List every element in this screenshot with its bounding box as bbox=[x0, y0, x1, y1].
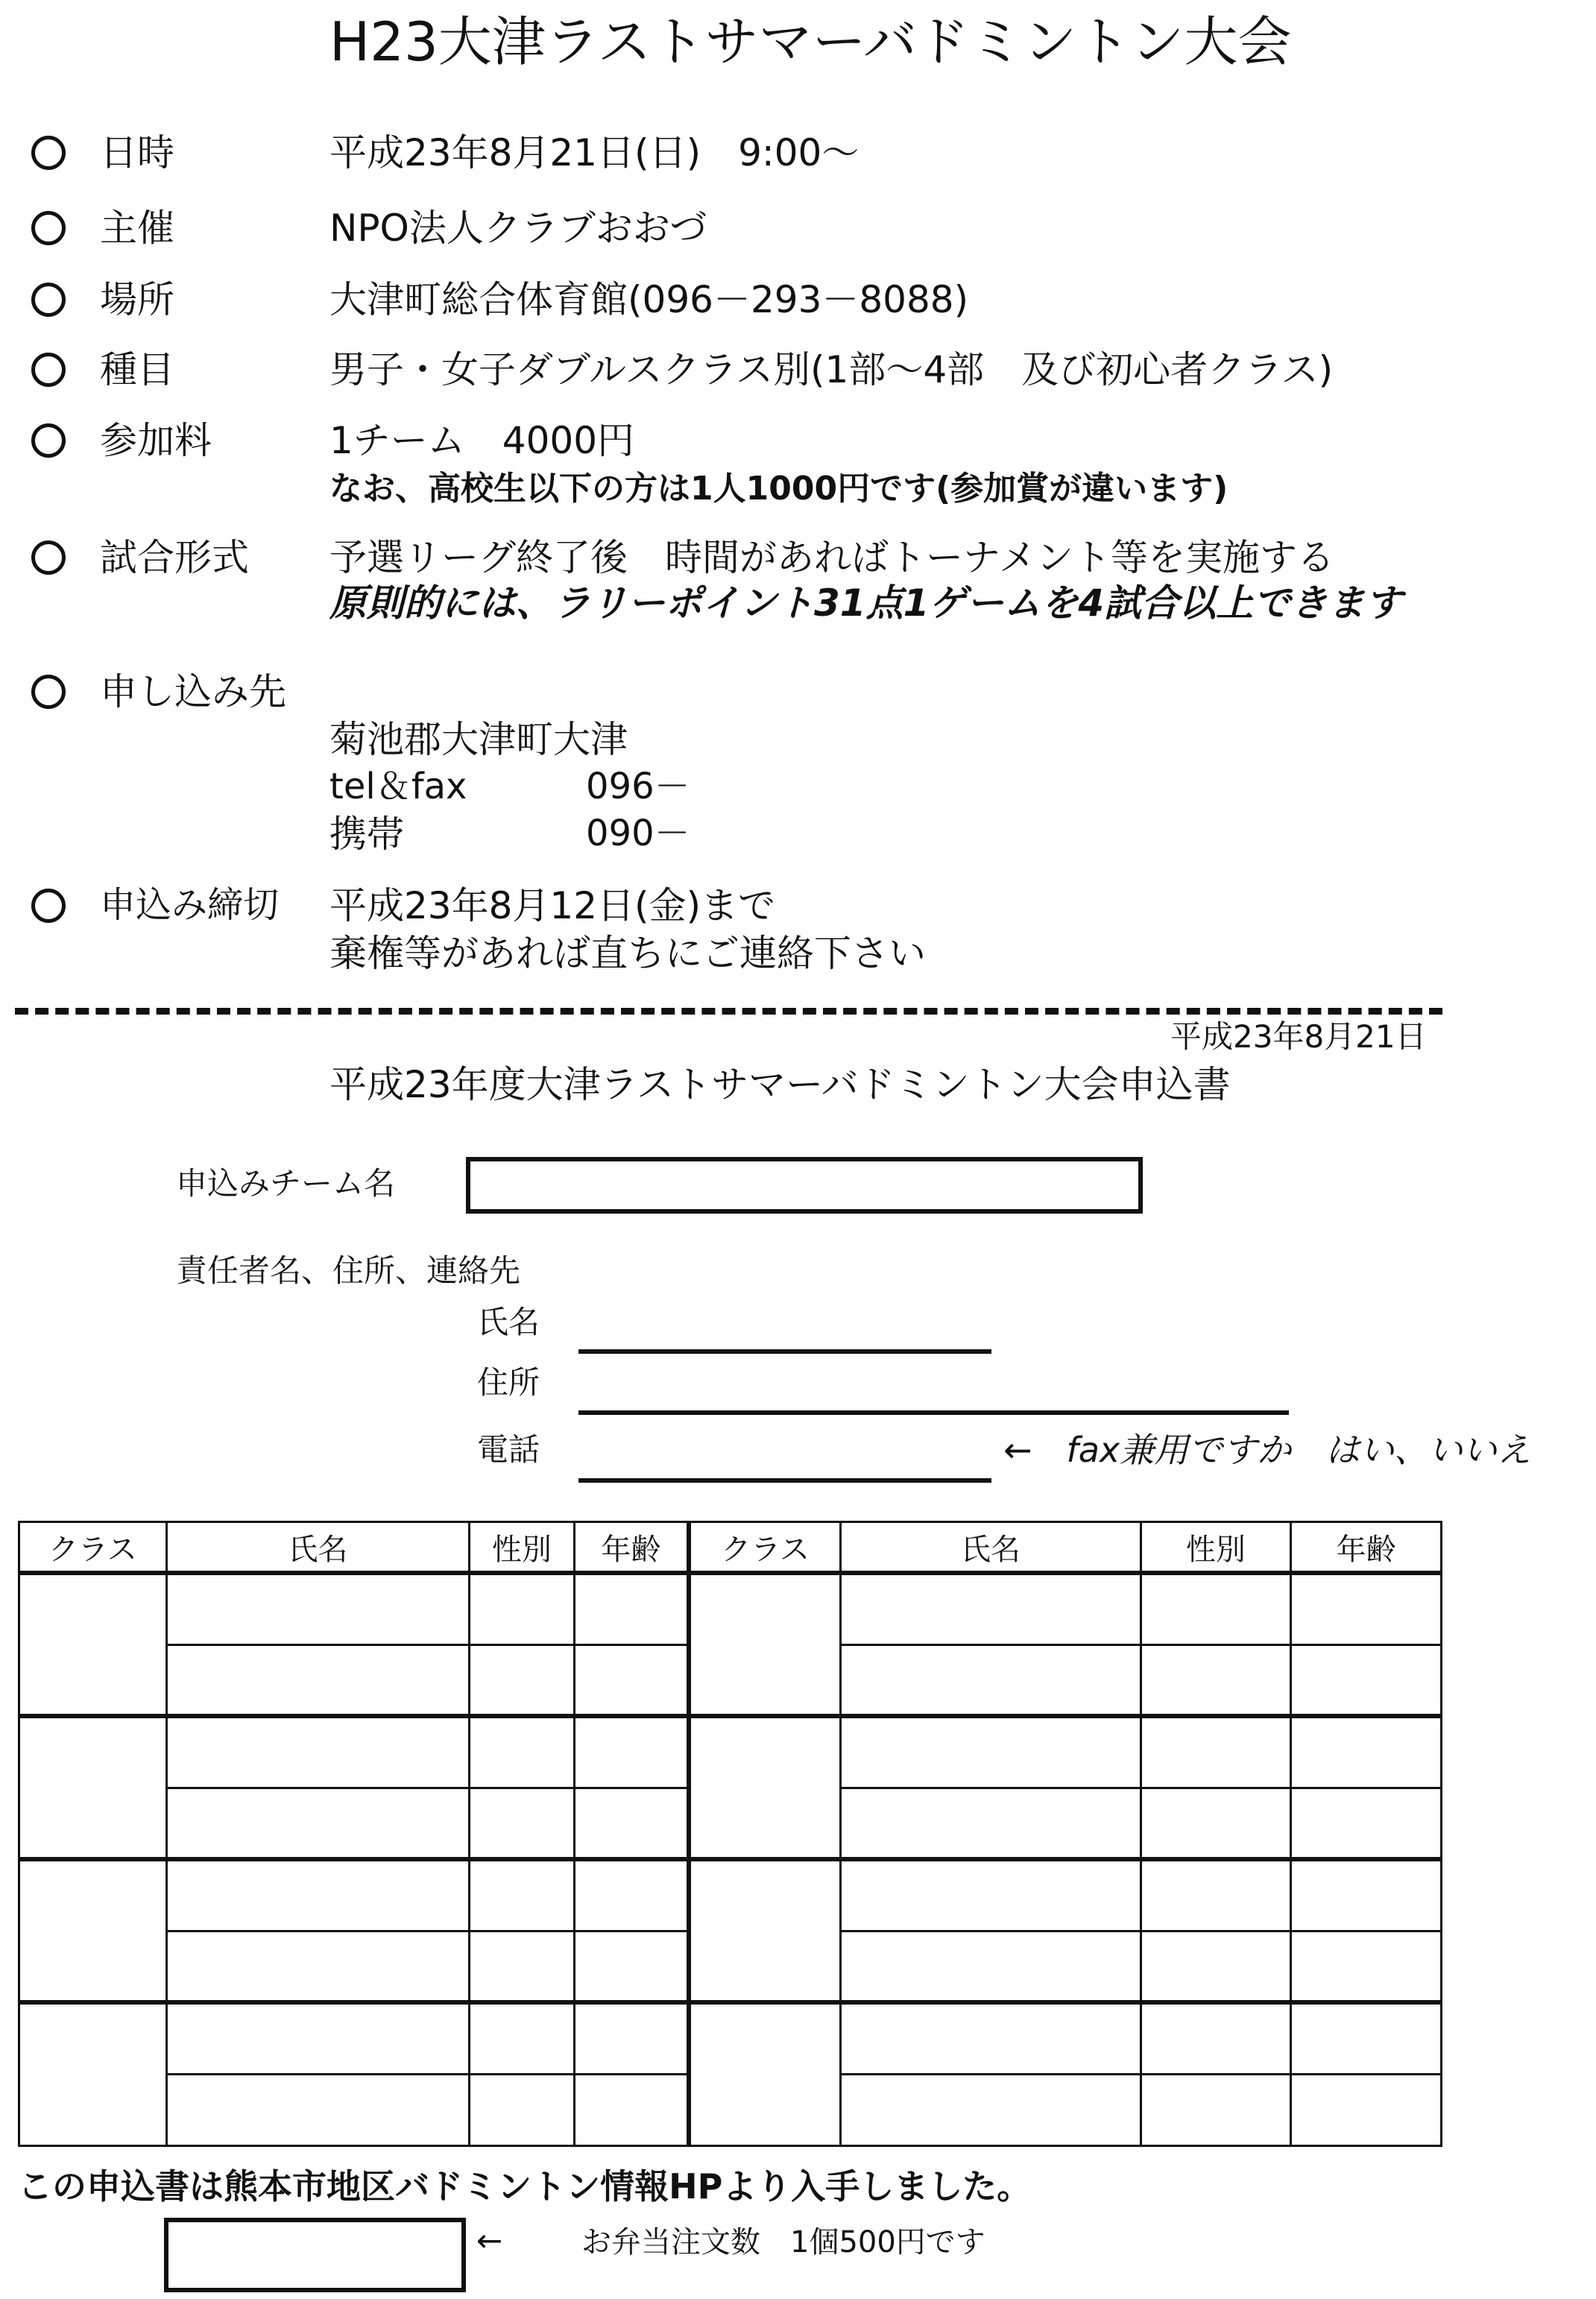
form-title: 平成23年度大津ラストサマーバドミントン大会申込書 bbox=[329, 1063, 1231, 1106]
bento-count-field[interactable] bbox=[164, 2218, 466, 2292]
entry-cell[interactable] bbox=[1141, 2074, 1291, 2145]
entry-cell[interactable] bbox=[841, 1931, 1141, 2002]
entry-cell[interactable] bbox=[841, 1644, 1141, 1716]
column-header: 氏名 bbox=[166, 1522, 469, 1574]
entry-cell[interactable] bbox=[574, 1644, 689, 1716]
entry-cell[interactable] bbox=[574, 2074, 689, 2145]
detail-value: 男子・女子ダブルスクラス別(1部～4部 及び初心者クラス) bbox=[329, 348, 1334, 391]
detail-label: 主催 bbox=[100, 206, 174, 250]
entry-cell[interactable] bbox=[1291, 1931, 1442, 2002]
detail-value: 平成23年8月21日(日) 9:00～ bbox=[329, 131, 859, 174]
entry-cell[interactable] bbox=[166, 1931, 469, 2002]
cut-line-divider bbox=[15, 1008, 1442, 1015]
entry-cell[interactable] bbox=[574, 1573, 689, 1644]
detail-value: 予選リーグ終了後 時間があればトーナメント等を実施する bbox=[329, 536, 1334, 579]
entry-cell[interactable] bbox=[689, 1859, 841, 2002]
entry-cell[interactable] bbox=[1141, 1644, 1291, 1716]
team-name-field[interactable] bbox=[466, 1157, 1143, 1214]
detail-value: なお、高校生以下の方は1人1000円です(参加賞が違います) bbox=[329, 470, 1228, 508]
entry-cell[interactable] bbox=[574, 1716, 689, 1788]
bullet-circle-icon bbox=[31, 283, 66, 317]
bullet-circle-icon bbox=[31, 889, 66, 923]
bullet-circle-icon bbox=[31, 211, 66, 245]
detail-label: 申込み締切 bbox=[100, 884, 280, 926]
contact-mobile-value: 090－ bbox=[586, 813, 690, 854]
table-row bbox=[19, 1716, 1442, 1788]
entry-cell[interactable] bbox=[1141, 1931, 1291, 2002]
column-header: 年齢 bbox=[574, 1522, 689, 1574]
entry-cell[interactable] bbox=[1291, 1788, 1442, 1859]
entry-cell[interactable] bbox=[841, 1573, 1141, 1644]
entry-cell[interactable] bbox=[689, 1716, 841, 1859]
detail-label: 参加料 bbox=[100, 419, 212, 462]
entry-cell[interactable] bbox=[1141, 2002, 1291, 2074]
detail-value: 大津町総合体育館(096－293－8088) bbox=[329, 278, 969, 321]
detail-label: 申し込み先 bbox=[100, 670, 286, 713]
bullet-circle-icon bbox=[31, 353, 66, 387]
entry-cell[interactable] bbox=[166, 1644, 469, 1716]
detail-value: 平成23年8月12日(金)まで bbox=[329, 884, 776, 927]
entry-cell[interactable] bbox=[19, 1573, 167, 1716]
detail-value: 棄権等があれば直ちにご連絡下さい bbox=[329, 932, 926, 975]
column-header: 年齢 bbox=[1291, 1522, 1442, 1574]
detail-value: 菊池郡大津町大津 bbox=[329, 718, 628, 761]
bullet-circle-icon bbox=[31, 423, 66, 458]
name-field[interactable] bbox=[578, 1349, 991, 1354]
entry-cell[interactable] bbox=[841, 1716, 1141, 1788]
form-date: 平成23年8月21日 bbox=[1170, 1018, 1427, 1055]
detail-value: 1チーム 4000円 bbox=[329, 419, 635, 462]
entry-cell[interactable] bbox=[1291, 1573, 1442, 1644]
entry-cell[interactable] bbox=[574, 2002, 689, 2074]
entry-cell[interactable] bbox=[574, 1859, 689, 1931]
entry-cell[interactable] bbox=[166, 2002, 469, 2074]
detail-value: NPO法人クラブおおづ bbox=[329, 206, 707, 250]
entry-cell[interactable] bbox=[19, 1859, 167, 2002]
entry-cell[interactable] bbox=[689, 1573, 841, 1716]
entry-cell[interactable] bbox=[574, 1931, 689, 2002]
name-label: 氏名 bbox=[477, 1304, 540, 1340]
column-header: 性別 bbox=[469, 1522, 574, 1574]
entry-cell[interactable] bbox=[1291, 1716, 1442, 1788]
entry-cell[interactable] bbox=[841, 2002, 1141, 2074]
entry-cell[interactable] bbox=[574, 1788, 689, 1859]
contact-mobile-label: 携帯 bbox=[329, 813, 404, 856]
contact-tel-value: 096－ bbox=[586, 766, 690, 807]
entry-cell[interactable] bbox=[1141, 1716, 1291, 1788]
entry-cell[interactable] bbox=[1291, 1644, 1442, 1716]
entry-cell[interactable] bbox=[166, 1788, 469, 1859]
source-note: この申込書は熊本市地区バドミントン情報HPより入手しました。 bbox=[18, 2166, 1032, 2207]
entry-cell[interactable] bbox=[166, 1716, 469, 1788]
entry-cell[interactable] bbox=[841, 2074, 1141, 2145]
address-label: 住所 bbox=[477, 1364, 540, 1401]
table-row bbox=[19, 1859, 1442, 1931]
entry-table bbox=[18, 1521, 1442, 2147]
entry-cell[interactable] bbox=[19, 2002, 167, 2145]
detail-label: 試合形式 bbox=[100, 536, 249, 579]
column-header: クラス bbox=[19, 1522, 167, 1574]
fax-question: ← fax兼用ですか はい、いいえ bbox=[1003, 1430, 1532, 1470]
entry-cell[interactable] bbox=[1141, 1573, 1291, 1644]
entry-cell[interactable] bbox=[1291, 2002, 1442, 2074]
entry-cell[interactable] bbox=[1141, 1859, 1291, 1931]
column-header: クラス bbox=[689, 1522, 841, 1574]
entry-cell[interactable] bbox=[841, 1859, 1141, 1931]
entry-cell[interactable] bbox=[166, 1859, 469, 1931]
bullet-circle-icon bbox=[31, 675, 66, 709]
column-header: 性別 bbox=[1141, 1522, 1291, 1574]
entry-cell[interactable] bbox=[469, 1716, 574, 1788]
table-row bbox=[19, 1573, 1442, 1644]
entry-cell[interactable] bbox=[166, 2074, 469, 2145]
page-title: H23大津ラストサマーバドミントン大会 bbox=[329, 10, 1292, 73]
phone-label: 電話 bbox=[477, 1431, 540, 1468]
phone-field[interactable] bbox=[578, 1478, 991, 1483]
detail-value: 原則的には、ラリーポイント31点1ゲームを4試合以上できます bbox=[329, 581, 1403, 625]
entry-cell[interactable] bbox=[19, 1716, 167, 1859]
entry-cell[interactable] bbox=[689, 2002, 841, 2145]
entry-cell[interactable] bbox=[1291, 2074, 1442, 2145]
detail-label: 場所 bbox=[100, 278, 174, 321]
contact-tel-label: tel＆fax bbox=[329, 766, 467, 807]
entry-cell[interactable] bbox=[1291, 1859, 1442, 1931]
column-header: 氏名 bbox=[841, 1522, 1141, 1574]
entry-cell[interactable] bbox=[469, 1573, 574, 1644]
bullet-circle-icon bbox=[31, 540, 66, 575]
address-field[interactable] bbox=[578, 1410, 1289, 1415]
entry-cell[interactable] bbox=[841, 1788, 1141, 1859]
team-name-label: 申込みチーム名 bbox=[176, 1165, 396, 1202]
table-row bbox=[19, 2002, 1442, 2074]
detail-label: 種目 bbox=[100, 348, 174, 391]
entry-cell[interactable] bbox=[469, 1644, 574, 1716]
entry-cell[interactable] bbox=[469, 1931, 574, 2002]
entry-cell[interactable] bbox=[166, 1573, 469, 1644]
entry-cell[interactable] bbox=[1141, 1788, 1291, 1859]
bento-arrow: ← bbox=[476, 2222, 503, 2259]
bullet-circle-icon bbox=[31, 136, 66, 170]
entry-cell[interactable] bbox=[469, 2002, 574, 2074]
entry-cell[interactable] bbox=[469, 1788, 574, 1859]
responsible-label: 責任者名、住所、連絡先 bbox=[176, 1252, 521, 1289]
entry-cell[interactable] bbox=[469, 1859, 574, 1931]
entry-cell[interactable] bbox=[469, 2074, 574, 2145]
bento-note: お弁当注文数 1個500円です bbox=[581, 2225, 985, 2259]
detail-label: 日時 bbox=[100, 131, 174, 174]
